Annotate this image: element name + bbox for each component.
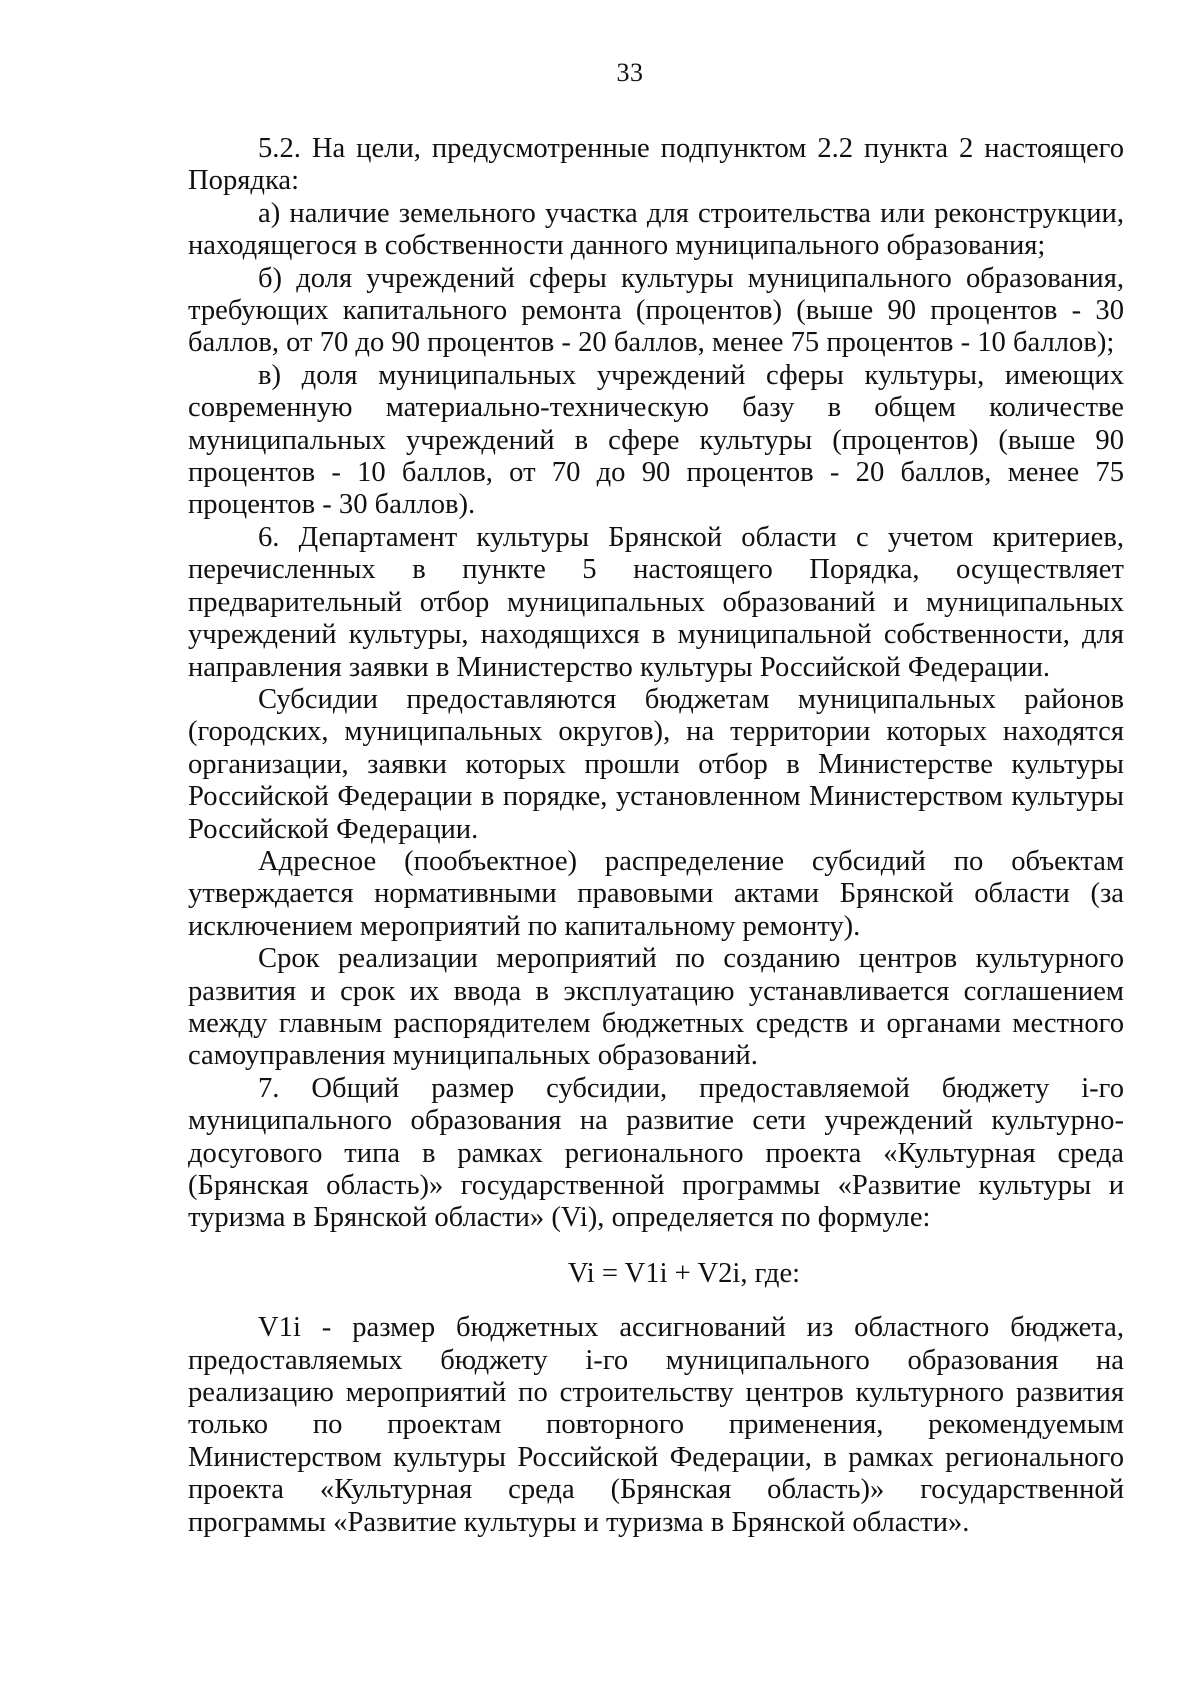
paragraph-deadline: Срок реализации мероприятий по созданию центров культурного развития и срок их ввода в эксплуатацию устанавливается соглашением между главным распорядителем бюджетных средств и органами местного самоуправления муниципальных образований. (188, 943, 1124, 1072)
paragraph-5-2-b: б) доля учреждений сферы культуры муниципального образования, требующих капитального ремонта (процентов) (выше 90 процентов - 30 баллов, от 70 до 90 процентов - 20 баллов, менее 75 процентов - 10 баллов); (188, 262, 1124, 359)
paragraph-5-2-a: а) наличие земельного участка для строительства или реконструкции, находящегося в собственности данного муниципального образования; (188, 197, 1124, 262)
paragraph-subsidies: Субсидии предоставляются бюджетам муниципальных районов (городских, муниципальных округов), на территории которых находятся организации, заявки которых прошли отбор в Министерстве культуры Российской Федерации в порядке, установленном Министерством культуры Российской Федерации. (188, 683, 1124, 845)
paragraph-5-2: 5.2. На цели, предусмотренные подпунктом 2.2 пункта 2 настоящего Порядка: (188, 133, 1124, 197)
page-number: 33 (616, 58, 644, 87)
paragraph-6: 6. Департамент культуры Брянской области с учетом критериев, перечисленных в пункте 5 настоящего Порядка, осуществляет предварительный отбор муниципальных образований и муниципальных учреждений культуры, находящихся в муниципальной собственности, для направления заявки в Министерство культуры Российской Федерации. (188, 521, 1124, 683)
paragraph-5-2-v: в) доля муниципальных учреждений сферы культуры, имеющих современную материально-техническую базу в общем количестве муниципальных учреждений в сфере культуры (процентов) (выше 90 процентов - 10 баллов, от 70 до 90 процентов - 20 баллов, менее 75 процентов - 30 баллов). (188, 359, 1124, 521)
formula: Vi = V1i + V2i, где: (567, 1257, 801, 1289)
definition-v1i: V1i - размер бюджетных ассигнований из областного бюджета, предоставляемых бюджету i-го муниципального образования на реализацию мероприятий по строительству центров культурного развития только по проектам повторного применения, рекомендуемым Министерством культуры Российской Федерации, в рамках регионального проекта «Культурная среда (Брянская область)» государственной программы «Развитие культуры и туризма в Брянской области». (188, 1312, 1124, 1538)
paragraph-distribution: Адресное (пообъектное) распределение субсидий по объектам утверждается нормативными правовыми актами Брянской области (за исключением мероприятий по капитальному ремонту). (188, 845, 1124, 942)
document-body (188, 133, 1124, 1539)
paragraph-7: 7. Общий размер субсидии, предоставляемой бюджету i-го муниципального образования на развитие сети учреждений культурно-досугового типа в рамках регионального проекта «Культурная среда (Брянская область)» государственной программы «Развитие культуры и туризма в Брянской области» (Vi), определяется по формуле: (188, 1072, 1124, 1234)
